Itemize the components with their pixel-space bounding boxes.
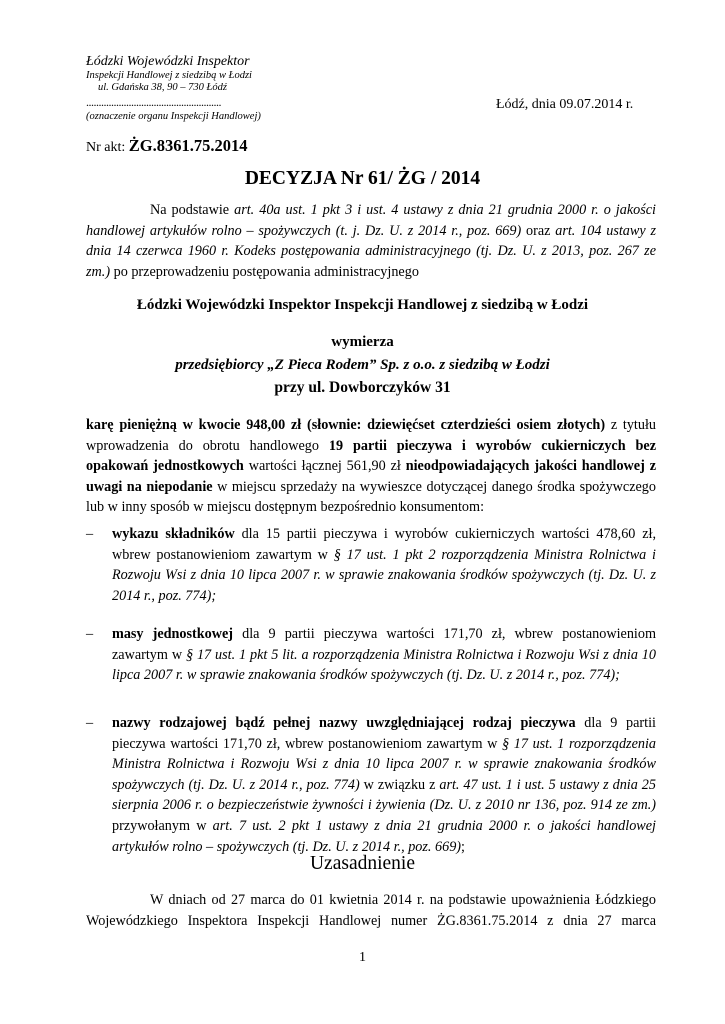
bold-text: wykazu składników [112,526,235,542]
text-run: z tytułu wprowadzenia do obrotu handlowego [86,417,656,454]
imposes-label: wymierza [331,334,394,350]
text-run: dla 9 partii pieczywa wartości 171,70 zł, wbrew postanowieniom zawartym w [112,715,656,752]
text-run: dla 9 partii pieczywa wartości 171,70 zł, wbrew postanowieniom zawartym w [112,626,657,663]
list-dash: – [86,526,94,542]
office-address: ul. Gdańska 38, 90 – 730 Łódź [98,82,227,93]
bold-text: masy jednostkowej [112,626,234,642]
text-run: W dniach od 27 marca do 01 kwietnia 2014 r. na podstawie upoważnienia Łódzkiego Wojewódzkiego Inspektora Inspekcji Handlowej numer ŻG.8361.75.2014 z dnia 27 marca [86,892,656,929]
page-number: 1 [359,950,366,965]
file-number [86,136,247,156]
justification-heading: Uzasadnienie [309,853,416,874]
bold-text: nazwy rodzajowej bądź pełnej nazwy uwzględniającej rodzaj pieczywa [112,715,576,731]
bold-text: 19 partii pieczywa i wyrobów cukierniczych bez opakowań jednostkowych [86,437,657,475]
text-run: dla 15 partii pieczywa i wyrobów cukierniczych wartości 478,60 zł, wbrew postanowieniom zawartym w [112,526,657,563]
legal-citation: § 17 ust. 1 pkt 2 rozporządzenia Ministra Rolnictwa i Rozwoju Wsi z dnia 10 lipca 2007 r. w sprawie znakowania środków spożywczych (tj. Dz. U. z 2014 r., poz. 774); [112,546,656,604]
authority-name: Łódzki Wojewódzki Inspektor Inspekcji Handlowej z siedzibą w Łodzi [136,297,589,313]
justification-paragraph [86,890,656,931]
penalty-paragraph [86,415,656,518]
legal-citation: art. 7 ust. 2 pkt 1 ustawy z dnia 21 grudnia 2000 r. o jakości handlowej artykułów rolno – spożywczych (tj. Dz. U. z 2014 r., poz. 669) [112,817,656,855]
text-run: ; [461,838,465,855]
list-item-text [112,524,656,606]
list-item-text [112,624,656,686]
text-run: oraz [521,222,556,239]
office-name: Łódzki Wojewódzki Inspektor [86,54,250,69]
file-label: Nr akt: [86,140,129,155]
text-run: w miejscu sprzedaży na wywieszce dotyczącej danego środka spożywczego lub w inny sposób w miejscu dostępnym bezpośrednio konsumentom: [86,478,656,516]
text-run: przywołanym w [112,817,213,834]
list-item [86,524,656,606]
legal-citation: art. 47 ust. 1 i ust. 5 ustawy z dnia 25 sierpnia 2006 r. o bezpieczeństwie żywności i żywienia (Dz. U. z 2010 nr 136, poz. 914 ze zm.) [112,776,656,814]
list-item [86,624,656,686]
signature-line: ...................................................... [86,95,221,109]
list-dash: – [86,626,94,642]
legal-citation: § 17 ust. 1 pkt 5 lit. a rozporządzenia Ministra Rolnictwa i Rozwoju Wsi z dnia 10 lipca 2007 r. w sprawie znakowania środków spożywczych (tj. Dz. U. z 2014 r., poz. 774); [112,646,656,684]
file-number-value: ŻG.8361.75.2014 [128,136,248,155]
bold-text: karę pieniężną w kwocie 948,00 zł (słownie: dziewięćset czterdzieści osiem złotych) [86,417,606,433]
list-dash: – [86,715,94,731]
decision-title: DECYZJA Nr 61/ ŻG / 2014 [244,168,481,189]
list-item [86,713,656,857]
office-caption: (oznaczenie organu Inspekcji Handlowej) [86,111,261,122]
office-subname: Inspekcji Handlowej z siedzibą w Łodzi [86,70,252,81]
text-run: Na podstawie [150,202,235,218]
legal-basis-paragraph [86,200,656,282]
legal-citation: art. 104 ustawy z dnia 14 czerwca 1960 r. Kodeks postępowania administracyjnego (tj. Dz. U. z 2013, poz. 267 ze zm.) [86,222,656,280]
legal-citation: § 17 ust. 1 rozporządzenia Ministra Rolnictwa i Rozwoju Wsi z dnia 10 lipca 2007 r. w sprawie znakowania środków spożywczych (tj. Dz. U. z 2014 r., poz. 774) [112,735,656,793]
place-date: Łódź, dnia 09.07.2014 r. [496,97,634,112]
entity-address: przy ul. Dowborczyków 31 [274,379,451,396]
legal-citation: art. 40a ust. 1 pkt 3 i ust. 4 ustawy z dnia 21 grudnia 2000 r. o jakości handlowej artykułów rolno – spożywczych (t. j. Dz. U. z 2014 r., poz. 669) [86,202,656,239]
text-run: po przeprowadzeniu postępowania administracyjnego [110,263,419,280]
list-item-text [112,713,656,857]
text-run: wartości łącznej 561,90 zł [243,458,406,475]
entity-name: przedsiębiorcy „Z Pieca Rodem” Sp. z o.o. z siedzibą w Łodzi [175,357,550,373]
bold-text: nieodpowiadających jakości handlowej z uwagi na niepodanie [86,458,656,495]
text-run: w związku z [359,776,440,793]
